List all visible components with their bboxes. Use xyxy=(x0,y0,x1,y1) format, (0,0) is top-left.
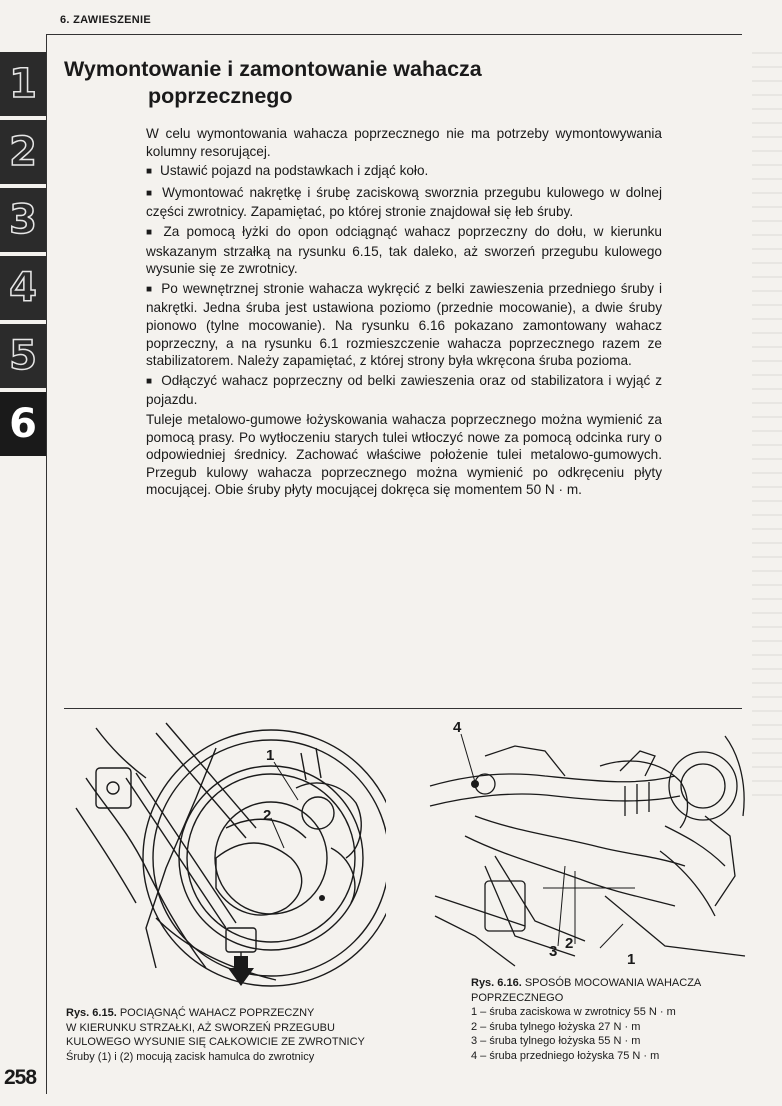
figure-6-16-legend-item: 1 – śruba zaciskowa w zwrotnicy 55 N · m xyxy=(471,1006,676,1018)
chapter-tab-5[interactable] xyxy=(0,324,46,392)
figure-6-15-label-1: 1 xyxy=(266,747,275,764)
header-rule xyxy=(46,34,742,35)
bullet-step: ■ Za pomocą łyżki do opon odciągnąć wahacz poprzeczny do dołu, w kierunku wskazanym strzałką na rysunku 6.15, tak daleko, aż sworzeń przegubu kulowego wysunie się ze zwrotnicy. xyxy=(146,223,662,278)
figure-6-15-caption-line: KULOWEGO WYSUNIE SIĘ CAŁKOWICIE ZE ZWROTNICY xyxy=(66,1036,365,1048)
figure-6-16-legend-item: 3 – śruba tylnego łożyska 55 N · m xyxy=(471,1035,641,1047)
chapter-tab-label: 6 xyxy=(9,401,37,447)
chapter-tab-label: 5 xyxy=(9,333,37,379)
running-head: 6. ZAWIESZENIE xyxy=(60,14,151,26)
intro-paragraph: W celu wymontowania wahacza poprzecznego nie ma potrzeby wymontowywania kolumny resorującej. xyxy=(146,126,662,159)
section-title xyxy=(64,56,584,110)
margin-rule xyxy=(46,34,47,1094)
figure-6-16-illustration xyxy=(425,716,755,974)
section-title-line2: poprzecznego xyxy=(148,84,293,108)
chapter-tab-2[interactable] xyxy=(0,120,46,188)
bullet-step: ■ Wymontować nakrętkę i śrubę zaciskową sworznia przegubu kulowego w dolnej części zwrotnicy. Zapamiętać, po której stronie znajdował się łeb śruby. xyxy=(146,184,662,221)
figure-6-16-caption xyxy=(471,976,761,1063)
chapter-tab-label: 4 xyxy=(9,265,37,311)
bullet-step: ■ Ustawić pojazd na podstawkach i zdjąć koło. xyxy=(146,162,662,182)
chapter-tabs xyxy=(0,52,46,460)
body-text xyxy=(146,125,662,501)
chapter-tab-3[interactable] xyxy=(0,188,46,256)
chapter-tab-1[interactable] xyxy=(0,52,46,120)
chapter-tab-4[interactable] xyxy=(0,256,46,324)
figure-6-16-caption-line: POPRZECZNEGO xyxy=(471,991,564,1004)
bullet-step: ■ Odłączyć wahacz poprzeczny od belki zawieszenia oraz od stabilizatora i wyjąć z pojazdu. xyxy=(146,372,662,409)
chapter-tab-label: 2 xyxy=(9,129,37,175)
figure-6-16-label-1: 1 xyxy=(627,951,636,968)
figure-6-16-caption-number: Rys. 6.16. xyxy=(471,977,522,989)
figure-6-16-caption-line: SPOSÓB MOCOWANIA WAHACZA xyxy=(524,977,702,989)
section-title-line1: Wymontowanie i zamontowanie wahacza xyxy=(64,57,482,81)
figure-6-15-caption xyxy=(66,1006,386,1064)
figure-6-16-label-4: 4 xyxy=(453,719,462,736)
figure-6-16-legend-item: 2 – śruba tylnego łożyska 27 N · m xyxy=(471,1020,641,1033)
figure-6-15-caption-number: Rys. 6.15. xyxy=(66,1007,117,1019)
figure-6-15-caption-line: W KIERUNKU STRZAŁKI, AŻ SWORZEŃ PRZEGUBU xyxy=(66,1021,335,1034)
figure-6-16-label-2: 2 xyxy=(565,935,574,952)
chapter-tab-label: 1 xyxy=(9,61,37,107)
bleed-through xyxy=(752,40,782,800)
chapter-tab-label: 3 xyxy=(9,197,37,243)
chapter-tab-6-active[interactable] xyxy=(0,392,46,460)
figure-6-15-caption-note: Śruby (1) i (2) mocują zacisk hamulca do zwrotnicy xyxy=(66,1050,315,1063)
figure-6-15-caption-line: POCIĄGNĄĆ WAHACZ POPRZECZNY xyxy=(119,1007,315,1019)
figure-6-16-label-3: 3 xyxy=(549,943,558,960)
figure-6-16-legend-item: 4 – śruba przedniego łożyska 75 N · m xyxy=(471,1049,660,1062)
figure-rule xyxy=(64,708,742,709)
figure-6-15-illustration xyxy=(66,718,386,990)
page-number: 258 xyxy=(4,1066,37,1089)
figure-6-15-label-2: 2 xyxy=(263,807,272,824)
bullet-step: ■ Po wewnętrznej stronie wahacza wykręcić z belki zawieszenia przedniego śruby i nakrętki. Jedna śruba jest ustawiona poziomo (przednie mocowanie), a dwie śruby pionowo (tylne mocowanie). Na rysunku 6.16 pokazano zamontowany wahacz poprzeczny, a na rysunku 6.1 rozmieszczenie wahacza poprzecznego razem ze stabilizatorem. Należy zapamiętać, z której strony była wkręcona śruba pozioma. xyxy=(146,280,662,370)
closing-paragraph: Tuleje metalowo-gumowe łożyskowania wahacza poprzecznego można wymienić za pomocą prasy. Po wytłoczeniu starych tulei wtłoczyć nowe za pomocą odcinka rury o odpowiedniej średnicy. Zachować właściwe położenie tulei metalowo-gumowych. Przegub kulowy wahacza poprzecznego można wymienić po odkręceniu płyty mocującej. Obie śruby płyty mocującej dokręca się momentem 50 N · m. xyxy=(146,411,662,498)
